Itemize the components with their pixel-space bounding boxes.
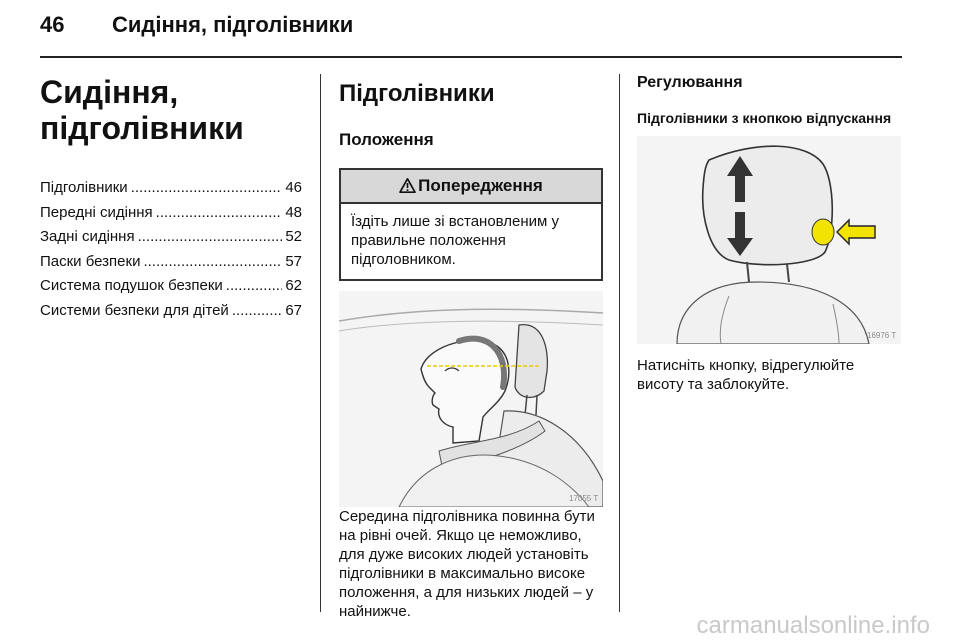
adjustment-heading: Регулювання bbox=[637, 74, 743, 91]
toc-entry[interactable] bbox=[40, 250, 302, 275]
toc-label: Підголівники bbox=[40, 179, 128, 196]
toc-leader bbox=[138, 225, 283, 250]
toc-leader bbox=[131, 176, 283, 201]
toc-label: Системи безпеки для дітей bbox=[40, 301, 229, 319]
warning-text: Їздіть лише зі встановленим у правильне положення підголовником. bbox=[351, 213, 560, 268]
headrest-adjustment-illustration bbox=[637, 136, 901, 344]
section-title bbox=[40, 74, 302, 146]
warning-title: Попередження bbox=[418, 176, 543, 195]
toc-entry[interactable] bbox=[40, 201, 302, 226]
toc-leader bbox=[156, 201, 283, 226]
table-of-contents bbox=[40, 176, 302, 323]
position-column bbox=[339, 74, 603, 621]
adjustment-paragraph: Натисніть кнопку, відрегулюйте висоту та заблокуйте. bbox=[637, 357, 855, 393]
toc-entry[interactable] bbox=[40, 176, 302, 201]
toc-label: Передні сидіння bbox=[40, 203, 153, 221]
toc-entry[interactable] bbox=[40, 225, 302, 250]
toc-page: 57 bbox=[285, 252, 302, 270]
column-divider-1 bbox=[320, 74, 321, 612]
contents-column bbox=[40, 74, 302, 323]
toc-label: Задні сидіння bbox=[40, 228, 135, 245]
watermark: carmanualsonline.info bbox=[696, 612, 930, 639]
toc-page: 67 bbox=[285, 301, 302, 319]
headrests-title: Підголівники bbox=[339, 80, 495, 107]
toc-entry[interactable] bbox=[40, 274, 302, 299]
toc-page: 62 bbox=[285, 277, 302, 294]
toc-page: 46 bbox=[285, 179, 302, 196]
warning-box bbox=[339, 168, 603, 281]
adjustment-subheading: Підголівники з кнопкою відпускання bbox=[637, 110, 892, 126]
toc-leader bbox=[226, 274, 283, 299]
warning-header bbox=[341, 170, 601, 204]
adjustment-column bbox=[637, 74, 901, 394]
toc-leader bbox=[143, 250, 282, 275]
figure-code: 17055 T bbox=[569, 494, 599, 503]
warning-triangle-icon bbox=[399, 178, 416, 193]
position-paragraph: Середина підголівника повинна бути на рівні очей. Якщо це неможливо, для дуже високих людей установіть підголівники в максимально високе положення, а для низьких людей – у найнижче. bbox=[339, 508, 595, 620]
toc-page: 48 bbox=[285, 203, 302, 221]
head-position-illustration bbox=[339, 291, 603, 507]
position-subtitle: Положення bbox=[339, 130, 434, 149]
figure-code: 16976 T bbox=[867, 331, 897, 340]
toc-leader bbox=[232, 299, 283, 324]
header-rule bbox=[40, 56, 902, 58]
toc-entry[interactable] bbox=[40, 299, 302, 324]
section-title-line2: підголівники bbox=[40, 110, 244, 146]
section-title-line1: Сидіння, bbox=[40, 74, 179, 110]
page-header bbox=[40, 12, 353, 38]
toc-page: 52 bbox=[285, 228, 302, 245]
column-divider-2 bbox=[619, 74, 620, 612]
toc-label: Система подушок безпеки bbox=[40, 277, 223, 294]
running-title: Сидіння, підголівники bbox=[112, 12, 354, 37]
page-number: 46 bbox=[40, 12, 65, 37]
toc-label: Паски безпеки bbox=[40, 252, 141, 270]
